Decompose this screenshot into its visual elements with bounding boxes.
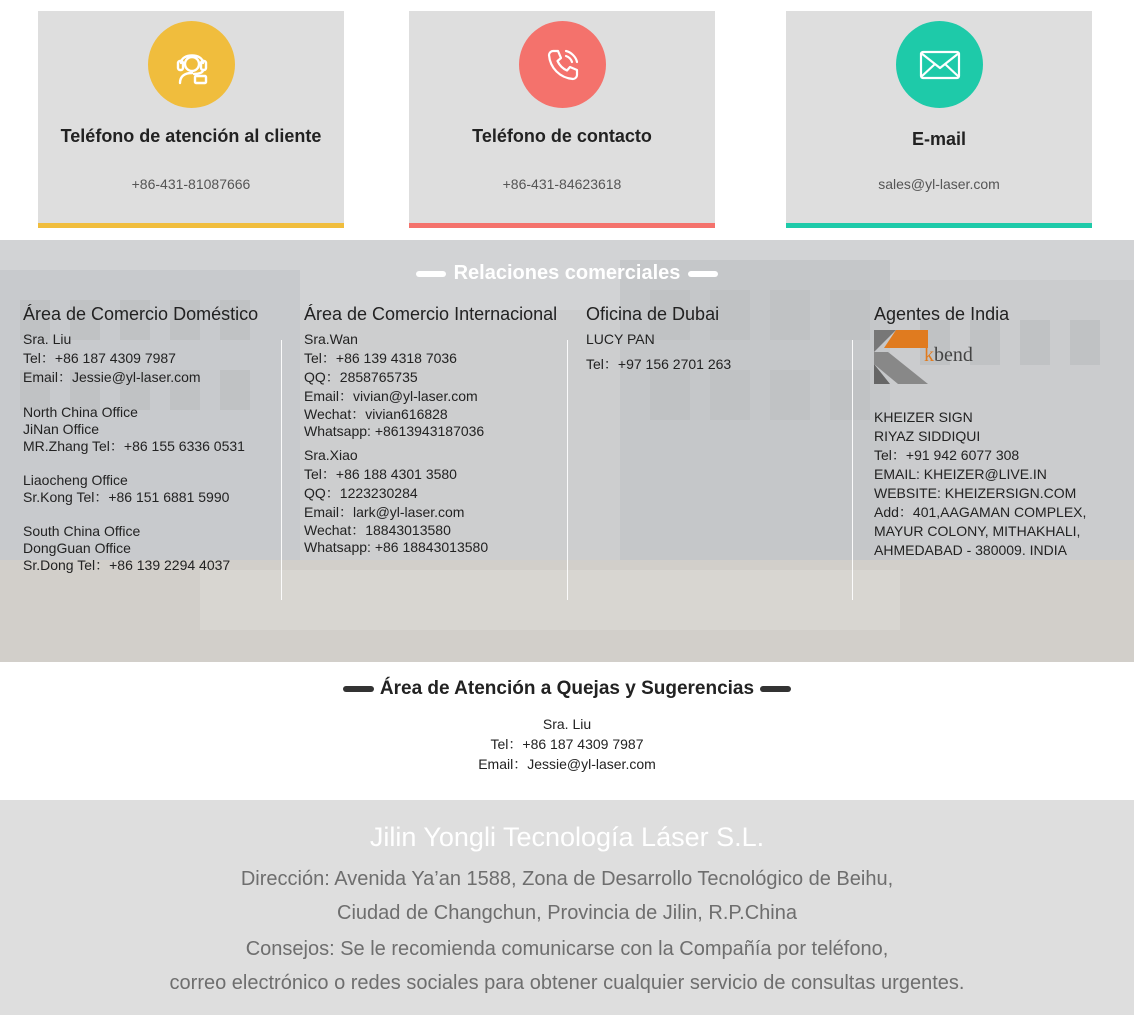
office-name: North China Office (23, 404, 138, 420)
contact-wechat: Wechat：18843013580 (304, 522, 451, 538)
footer-tip-line: Consejos: Se le recomienda comunicarse con la Compañía por teléfono, (245, 938, 889, 960)
international-trade-column (304, 302, 557, 556)
contact-email[interactable]: EMAIL: KHEIZER@LIVE.IN (874, 466, 1047, 482)
office-name: DongGuan Office (23, 540, 131, 556)
contact-name: RIYAZ SIDDIQUI (874, 428, 981, 444)
office-name: Liaocheng Office (23, 472, 128, 488)
contact-email[interactable]: Email：Jessie@yl-laser.com (23, 369, 201, 385)
office-name: JiNan Office (23, 421, 99, 437)
column-heading: Área de Comercio Doméstico (23, 304, 259, 324)
contact-name: Sra. Liu (542, 716, 592, 732)
email-card (786, 11, 1092, 228)
contact-phone[interactable]: Sr.Dong Tel：+86 139 2294 4037 (23, 557, 231, 573)
card-title: Teléfono de atención al cliente (60, 126, 322, 146)
footer (0, 800, 1134, 1015)
title-dash-left (343, 686, 374, 692)
footer-address-line: Dirección: Avenida Ya’an 1588, Zona de Desarrollo Tecnológico de Beihu, (240, 868, 894, 890)
contact-email[interactable]: Email：Jessie@yl-laser.com (478, 756, 656, 772)
envelope-icon (896, 21, 983, 108)
complaints-title (0, 678, 1134, 700)
kbend-logo-mark (874, 330, 928, 384)
contact-phone[interactable]: Tel：+86 187 4309 7987 (23, 350, 176, 366)
title-dash-right (688, 271, 718, 277)
company-name: Jilin Yongli Tecnología Láser S.L. (369, 822, 765, 852)
contact-name: Sra.Xiao (304, 447, 358, 463)
contact-phone[interactable]: Tel：+86 187 4309 7987 (490, 736, 644, 752)
domestic-trade-column (23, 302, 258, 574)
card-phone-value[interactable]: +86-431-81087666 (131, 176, 251, 192)
card-title: Teléfono de contacto (472, 126, 652, 146)
card-title: E-mail (911, 129, 967, 149)
contact-website[interactable]: WEBSITE: KHEIZERSIGN.COM (874, 485, 1077, 501)
complaints-contact (0, 714, 1134, 774)
contact-qq: QQ：1223230284 (304, 485, 418, 501)
contact-phone[interactable]: Tel：+97 156 2701 263 (586, 356, 732, 372)
india-agents-column (874, 302, 1086, 560)
contact-wechat: Wechat：vivian616828 (304, 406, 448, 422)
column-divider (852, 340, 853, 600)
contact-email[interactable]: Email：vivian@yl-laser.com (304, 388, 478, 404)
complaints-title-text: Área de Atención a Quejas y Sugerencias (379, 678, 755, 699)
card-accent-bar (786, 223, 1092, 228)
kbend-logo (874, 330, 1086, 384)
footer-address-line: Ciudad de Changchun, Provincia de Jilin, R.P.China (337, 902, 797, 924)
contact-address: Add：401,AAGAMAN COMPLEX, (874, 504, 1087, 520)
contact-phone[interactable]: MR.Zhang Tel：+86 155 6336 0531 (23, 438, 245, 454)
phone-icon (519, 21, 606, 108)
title-dash-left (416, 271, 446, 277)
contact-whatsapp[interactable]: Whatsapp: +8613943187036 (304, 423, 485, 439)
relations-title-text: Relaciones comerciales (453, 262, 681, 284)
contact-name: Sra.Wan (304, 331, 358, 347)
contact-phone[interactable]: Tel：+91 942 6077 308 (874, 447, 1020, 463)
contact-address: MAYUR COLONY, MITHAKHALI, (874, 523, 1081, 539)
relations-title (0, 262, 1134, 285)
column-divider (567, 340, 568, 600)
contact-email[interactable]: Email：lark@yl-laser.com (304, 504, 465, 520)
contact-phone[interactable]: Sr.Kong Tel：+86 151 6881 5990 (23, 489, 230, 505)
business-relations-section (0, 240, 1134, 662)
column-divider (281, 340, 282, 600)
dubai-office-column (586, 302, 731, 374)
title-dash-right (760, 686, 791, 692)
contact-phone-card (409, 11, 715, 228)
contact-phone[interactable]: Tel：+86 139 4318 7036 (304, 350, 457, 366)
customer-service-icon (148, 21, 235, 108)
contact-name: LUCY PAN (586, 331, 655, 347)
complaints-section (0, 662, 1134, 800)
contact-phone[interactable]: Tel：+86 188 4301 3580 (304, 466, 457, 482)
column-heading: Oficina de Dubai (586, 304, 720, 324)
card-phone-value[interactable]: +86-431-84623618 (502, 176, 622, 192)
agent-company: KHEIZER SIGN (874, 409, 973, 425)
column-heading: Agentes de India (874, 304, 1010, 324)
customer-service-card (38, 11, 344, 228)
contact-address: AHMEDABAD - 380009. INDIA (874, 542, 1067, 558)
card-email-value[interactable]: sales@yl-laser.com (878, 176, 1000, 192)
contact-whatsapp[interactable]: Whatsapp: +86 18843013580 (304, 539, 489, 555)
contact-cards (0, 0, 1134, 240)
contact-qq: QQ：2858765735 (304, 369, 418, 385)
column-heading: Área de Comercio Internacional (304, 304, 558, 324)
footer-tip-line: correo electrónico o redes sociales para obtener cualquier servicio de consultas urgentes. (169, 972, 965, 994)
kbend-logo-text: kbend (924, 343, 973, 366)
card-accent-bar (409, 223, 715, 228)
card-accent-bar (38, 223, 344, 228)
contact-name: Sra. Liu (23, 331, 72, 347)
office-name: South China Office (23, 523, 141, 539)
